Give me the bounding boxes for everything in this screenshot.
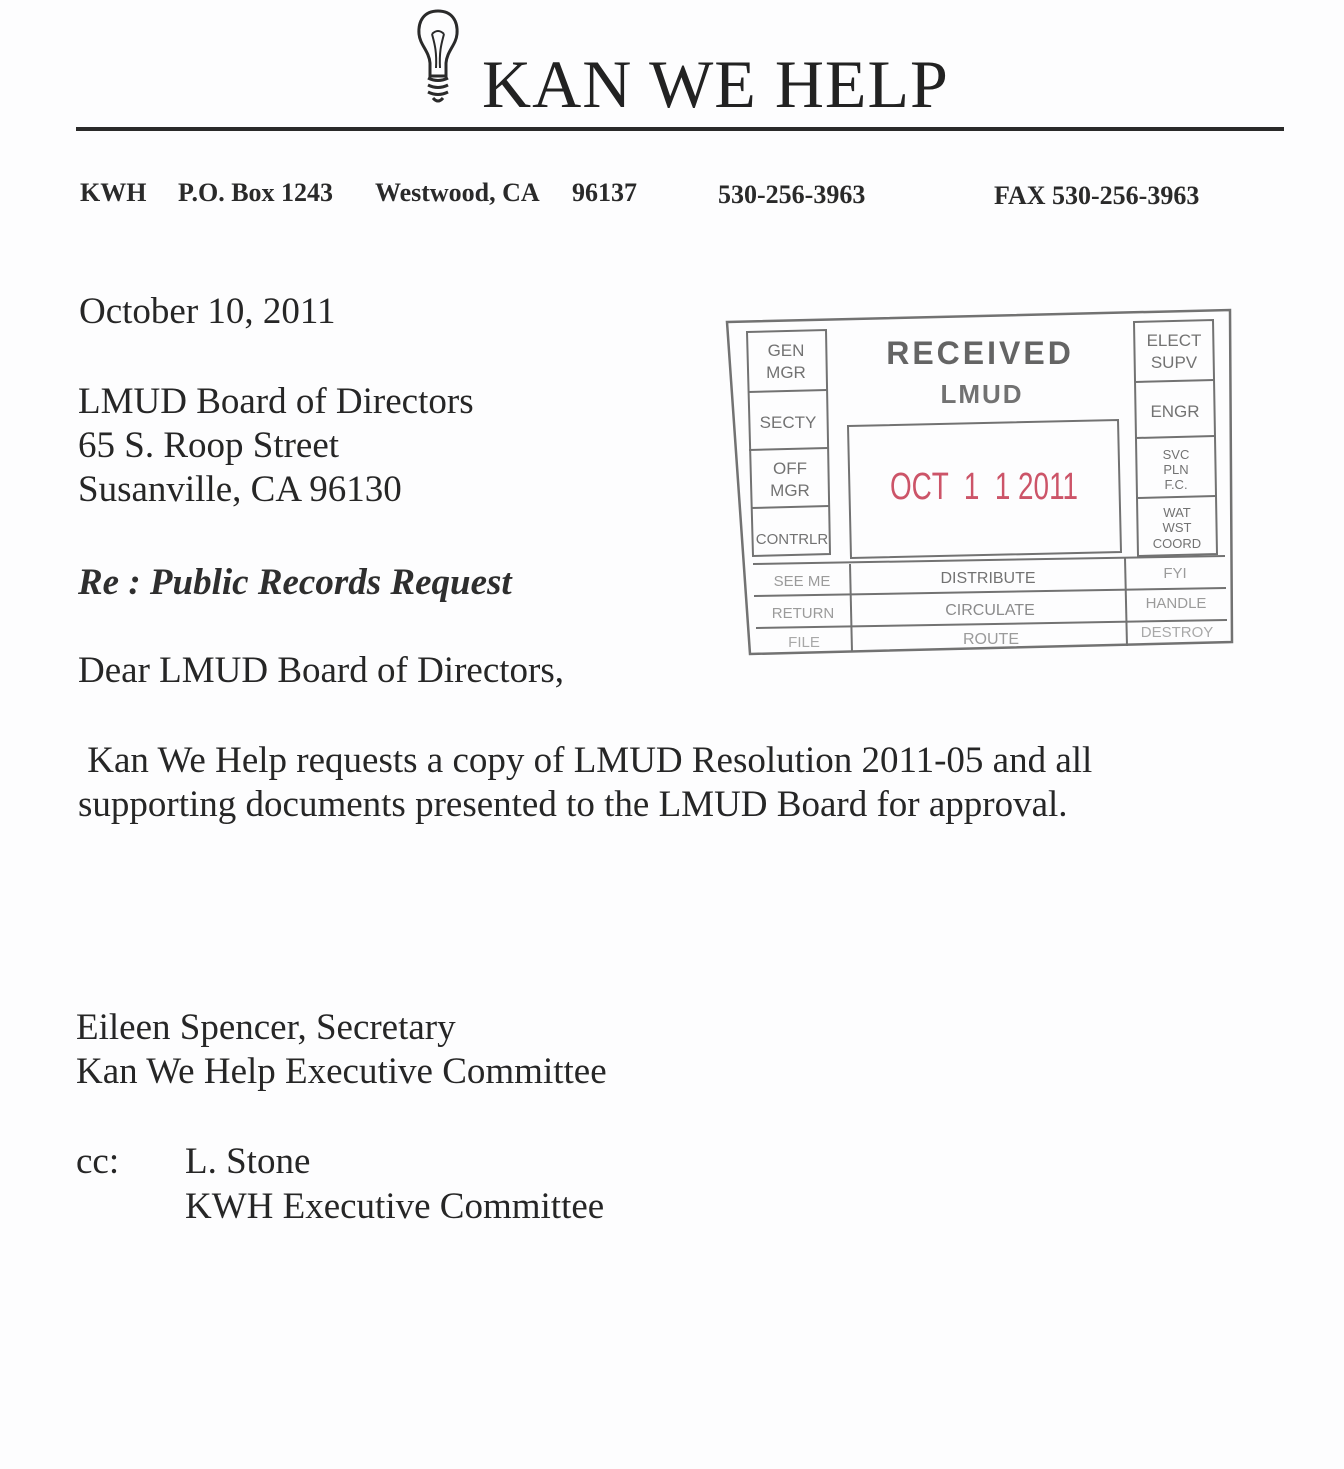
- stamp-bottom-right: FYI: [1163, 565, 1187, 582]
- org-name: KAN WE HELP: [482, 46, 949, 122]
- signature-title: Kan We Help Executive Committee: [76, 1051, 607, 1092]
- received-stamp: [720, 302, 1240, 664]
- stamp-left-cell: CONTRLR: [755, 531, 829, 548]
- stamp-right-cell: COORD: [1152, 536, 1202, 551]
- recipient-street: 65 S. Roop Street: [78, 425, 340, 466]
- recipient-address: [78, 380, 474, 512]
- stamp-right-cell: WAT: [1163, 505, 1191, 520]
- stamp-bottom-left: SEE ME: [773, 573, 831, 590]
- stamp-right-cell: PLN: [1163, 462, 1189, 477]
- stamp-right-cell: ENGR: [1150, 402, 1200, 421]
- cc-label: cc:: [76, 1141, 120, 1182]
- stamp-received-title: RECEIVED: [886, 335, 1074, 371]
- lightbulb-icon: [414, 8, 462, 106]
- body-line-2: supporting documents presented to the LMUD Board for approval.: [78, 784, 1068, 825]
- salutation: Dear LMUD Board of Directors,: [78, 650, 564, 691]
- stamp-left-cell: OFF: [773, 459, 807, 478]
- po-box: P.O. Box 1243: [178, 178, 334, 207]
- stamp-bottom-center: DISTRIBUTE: [940, 570, 1036, 587]
- fax-number: FAX 530-256-3963: [994, 181, 1200, 210]
- letter-date: October 10, 2011: [79, 291, 336, 332]
- subject-line: Re : Public Records Request: [78, 562, 512, 603]
- stamp-bottom-left: RETURN: [771, 605, 835, 622]
- stamp-right-cell: SVC: [1162, 447, 1190, 462]
- stamp-bottom-right: HANDLE: [1145, 595, 1207, 612]
- recipient-name: LMUD Board of Directors: [78, 381, 474, 422]
- stamp-bottom-right: DESTROY: [1140, 624, 1214, 641]
- stamp-date: OCT 1 1 2011: [890, 466, 1078, 508]
- stamp-left-cell: GEN: [767, 341, 805, 360]
- recipient-city: Susanville, CA 96130: [78, 469, 402, 510]
- org-abbreviation: KWH: [80, 178, 147, 207]
- phone-number: 530-256-3963: [718, 180, 866, 209]
- stamp-left-cell: SECTY: [759, 413, 817, 432]
- stamp-left-cell: MGR: [766, 363, 806, 382]
- stamp-bottom-center: CIRCULATE: [945, 602, 1035, 619]
- stamp-right-cell: SUPV: [1150, 353, 1198, 372]
- city-state: Westwood, CA: [375, 178, 540, 207]
- stamp-bottom-center: ROUTE: [963, 631, 1019, 648]
- stamp-org: LMUD: [940, 379, 1024, 409]
- stamp-right-cell: ELECT: [1146, 331, 1202, 350]
- body-line-1: Kan We Help requests a copy of LMUD Resolution 2011-05 and all: [78, 740, 1093, 781]
- header-divider: [76, 127, 1284, 131]
- zip-code: 96137: [572, 178, 637, 207]
- stamp-bottom-left: FILE: [788, 634, 820, 651]
- cc-recipient: L. Stone: [185, 1141, 311, 1182]
- stamp-right-cell: WST: [1162, 520, 1192, 535]
- stamp-right-cell: F.C.: [1164, 477, 1188, 492]
- signature-name: Eileen Spencer, Secretary: [76, 1007, 456, 1048]
- stamp-left-cell: MGR: [770, 481, 810, 500]
- cc-recipient-group: KWH Executive Committee: [185, 1186, 605, 1227]
